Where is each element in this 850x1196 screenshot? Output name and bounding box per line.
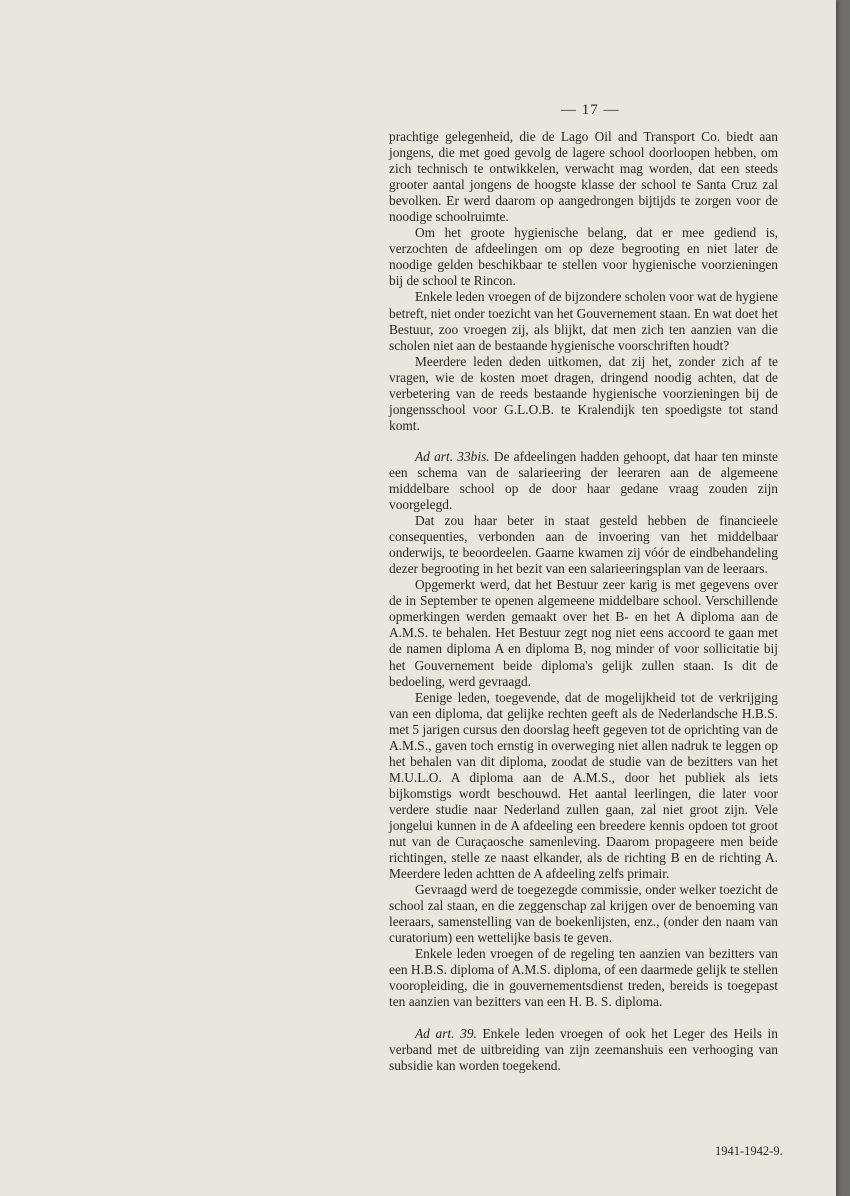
paragraph (389, 690, 778, 883)
paragraph-text: Om het groote hygienische belang, dat er mee gediend is, verzochten de afdeelingen om op deze begrooting en niet later de noodige gelden beschikbaar te stellen voor hygienische voorzieningen bij de school te Rincon. (389, 225, 778, 289)
text-column (389, 129, 778, 1074)
paragraph-text: Eenige leden, toegevende, dat de mogelijkheid tot de verkrijging van een diploma, dat gelijke rechten geeft als de Nederlandsche H.B.S. met 5 jarigen cursus den doorslag heeft gegeven tot de oprichting van de A.M.S., gaven toch ernstig in overweging niet allen nadruk te leggen op het behalen van dit diploma, zoodat de studie van de bezitters van het M.U.L.O. A diploma aan de A.M.S., door het publiek als iets bijkomstigs wordt beschouwd. Het aantal leerlingen, die later voor verdere studie naar Nederland zullen gaan, zal niet groot zijn. Vele jongelui kunnen in de A afdeeling een breedere kennis opdoen tot groot nut van de Curaçaosche samenleving. Daarom propageere men beide richtingen, stelle ze naast elkander, als de richting B en de richting A. Meerdere leden achtten de A afdeeling zelfs primair. (389, 689, 778, 882)
paragraph (389, 946, 778, 1010)
paragraph-text: De afdeelingen hadden gehoopt, dat haar ten minste een schema van de salarieering der leeraren aan de algemeene middelbare school op de door haar gedane vraag zouden zijn voorgelegd. (389, 448, 778, 513)
paragraph-text: Enkele leden vroegen of de regeling ten aanzien van bezitters van een H.B.S. diploma of A.M.S. diploma, of een daarmede gelijk te stellen vooropleiding, die in gouvernementsdienst treden, bereids is toegepast ten aanzien van bezitters van een H. B. S. diploma. (389, 946, 778, 1010)
paragraph (389, 129, 778, 225)
paragraph (389, 225, 778, 289)
paragraph-text: Enkele leden vroegen of de bijzondere scholen voor wat de hygiene betreft, niet onder toezicht van het Gouvernement staan. En wat doet het Bestuur, zoo vroegen zij, als blijkt, dat men zich ten aanzien van die scholen niet aan de bestaande hygienische voorschriften houdt? (389, 289, 778, 353)
paragraph-text: Enkele leden vroegen of ook het Leger des Heils in verband met de uitbreiding van zijn zeemanshuis een verhooging van subsidie kan worden toegekend. (389, 1025, 778, 1073)
paragraph-text: Meerdere leden deden uitkomen, dat zij het, zonder zich af te vragen, wie de kosten moet dragen, dringend noodig achten, dat de verbetering van de reeds bestaande hygienische voorzieningen bij de jongensschool voor G.L.O.B. te Kralendijk ten spoedigste tot stand komt. (389, 353, 778, 433)
paragraph (389, 882, 778, 946)
paragraph (389, 449, 778, 513)
paragraph-text: Gevraagd werd de toegezegde commissie, onder welker toezicht de school zal staan, en die zeggenschap zal krijgen over de benoeming van leeraars, samenstelling van de boekenlijsten, enz., (onder den naam van curatorium) een wettelijke basis te geven. (389, 882, 778, 946)
paragraph-text: Dat zou haar beter in staat gesteld hebben de financieele consequenties, verbonden aan de invoering van het middelbaar onderwijs, te beoordeelen. Gaarne kwamen zij vóór de eindbehandeling dezer begrooting in het bezit van een salarieeringsplan van de leeraars. (389, 513, 778, 577)
paragraph (389, 513, 778, 577)
page-number: — 17 — (561, 102, 620, 118)
paragraph (389, 354, 778, 434)
paragraph-text: prachtige gelegenheid, die de Lago Oil and Transport Co. biedt aan jongens, die met goed gevolg de lagere school doorloopen hebben, om zich technisch te ontwikkelen, verwacht mag worden, dat een steeds grooter aantal jongens de hoogste klasse der school te Santa Cruz zal bevolken. Er werd daarom op aangedrongen bijtijds te zorgen voor de noodige schoolruimte. (389, 129, 778, 225)
paragraph (389, 1026, 778, 1074)
paragraph (389, 289, 778, 353)
paragraph (389, 577, 778, 689)
paragraph-text: Opgemerkt werd, dat het Bestuur zeer karig is met gegevens over de in September te openen algemeene middelbare school. Verschillende opmerkingen werden gemaakt over het B- en het A diploma aan de A.M.S. te behalen. Het Bestuur zegt nog niet eens accoord te gaan met de namen diploma A en diploma B, nog minder of voor sollicitatie bij het Gouvernement beide diploma's gelijk zullen staan. Is dit de bedoeling, werd gevraagd. (389, 577, 778, 689)
article-heading: Ad art. 39. (415, 1025, 477, 1041)
article-heading: Ad art. 33bis. (415, 448, 490, 464)
document-reference: 1941-1942-9. (715, 1144, 783, 1158)
